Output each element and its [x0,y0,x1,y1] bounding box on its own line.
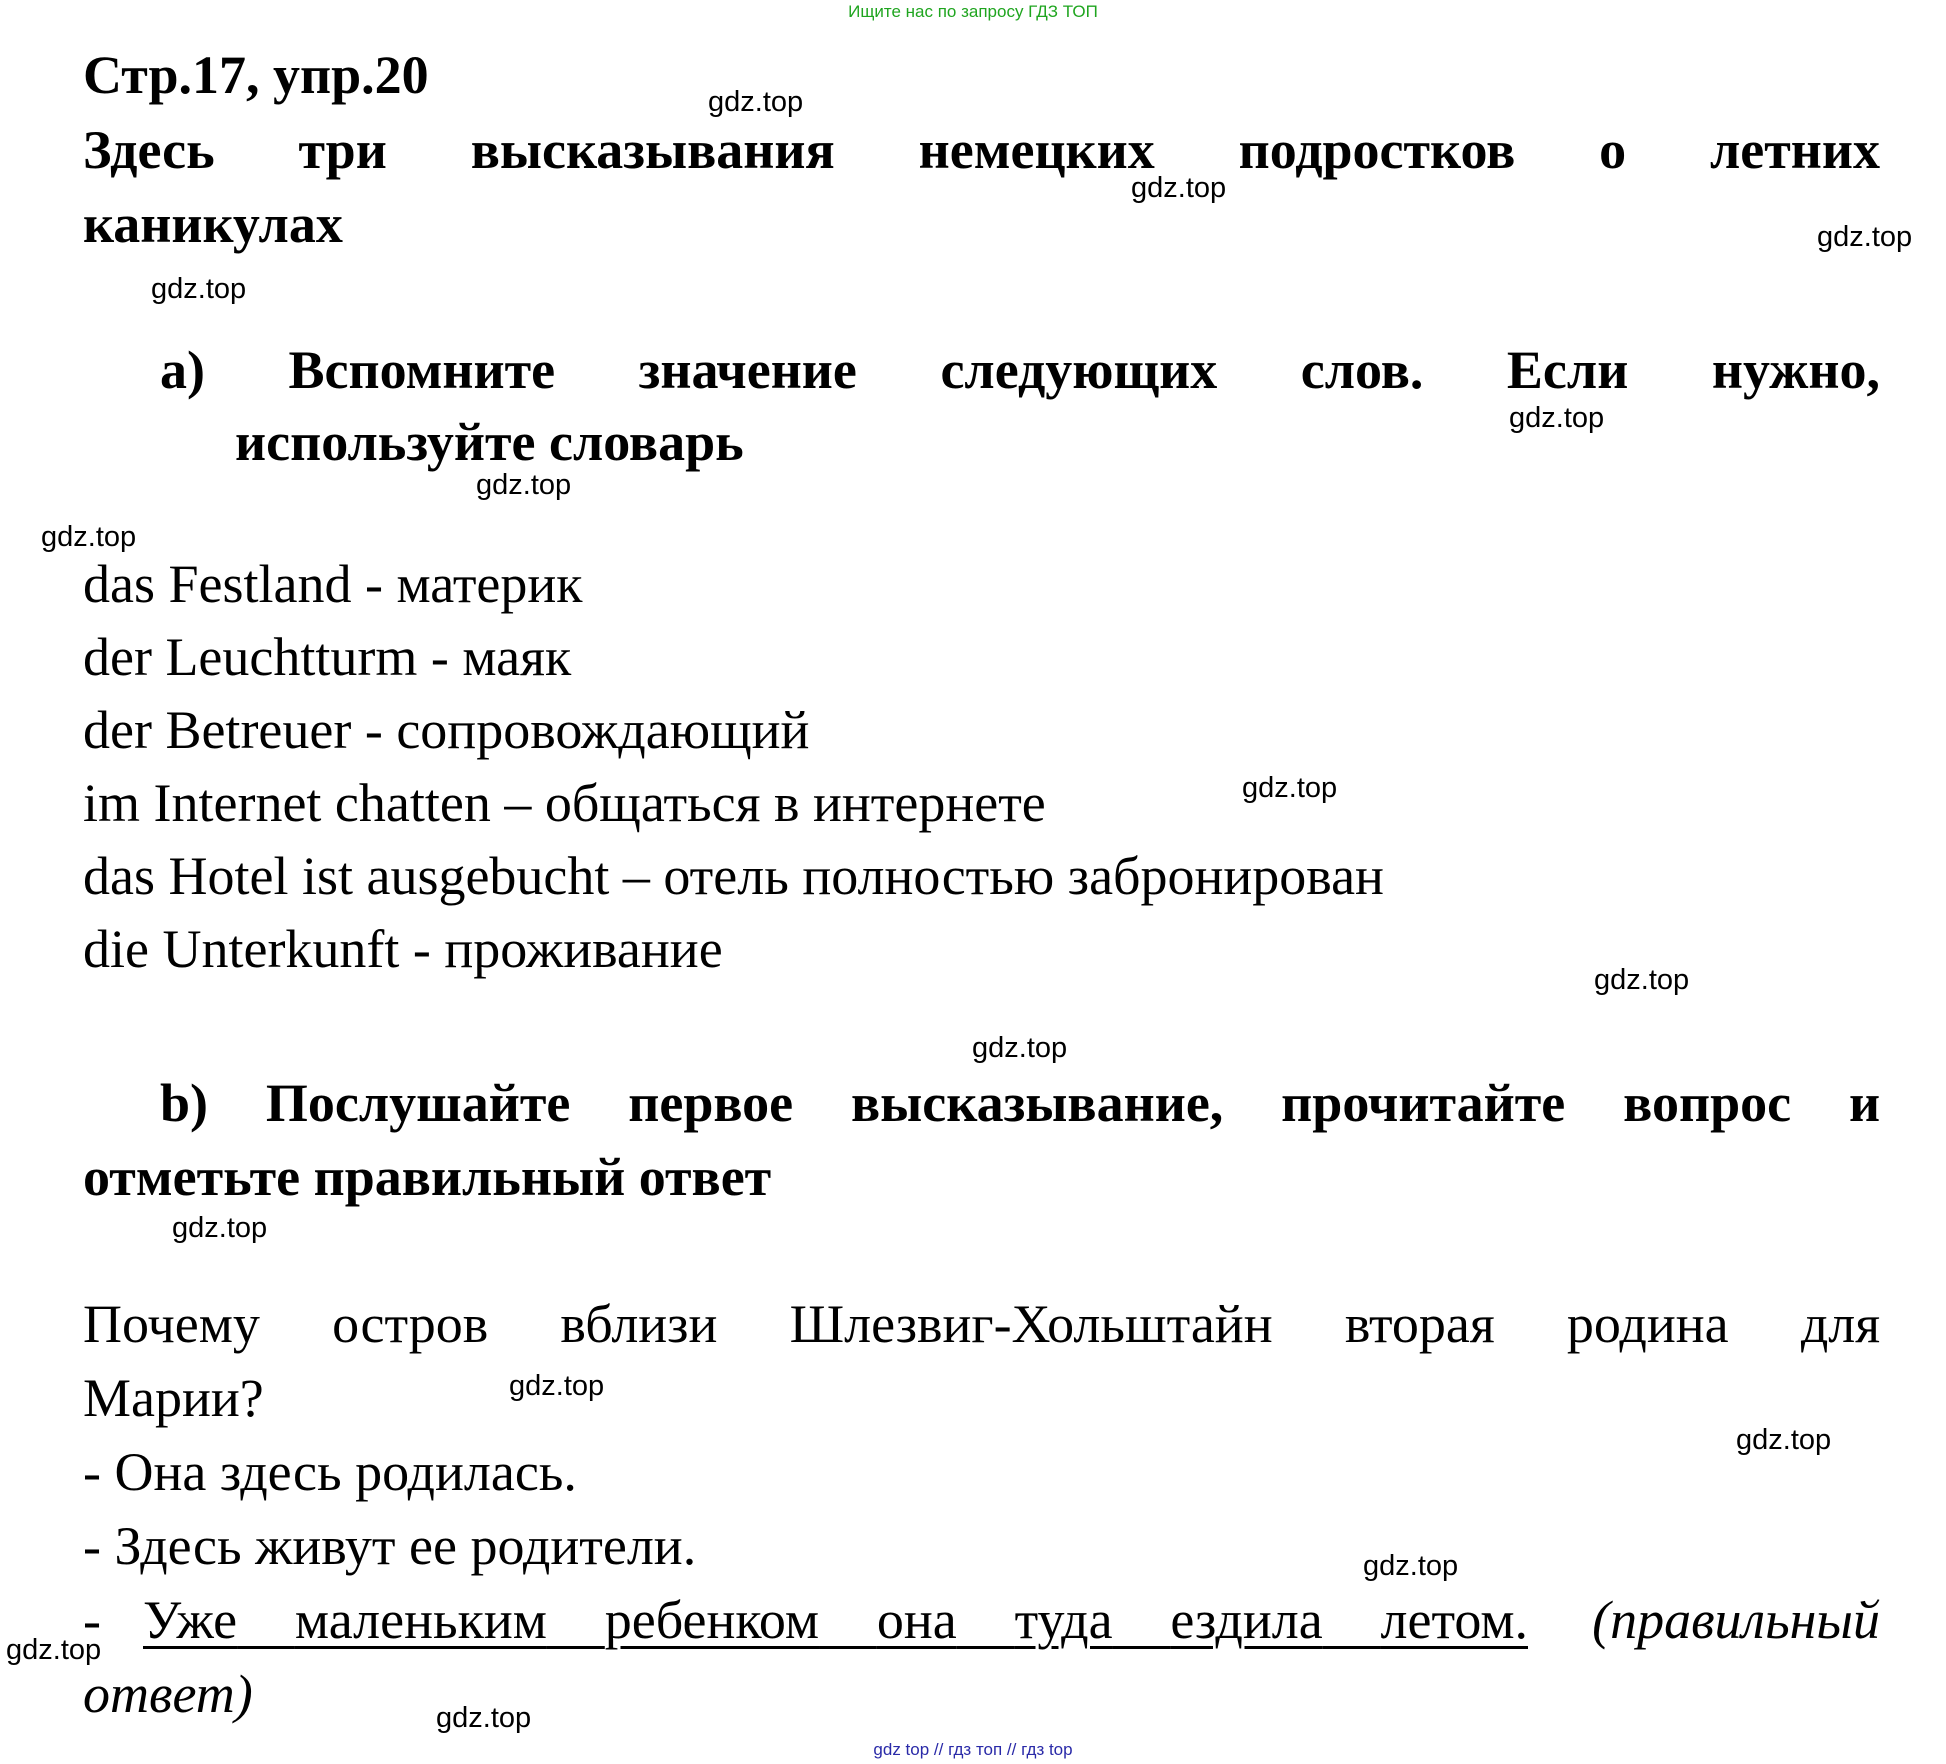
task-b-word: и [1848,1073,1881,1133]
question-word: Шлезвиг-Хольштайн [789,1294,1273,1354]
intro-word: Здесь [83,120,215,180]
watermark: gdz.top [41,521,137,553]
answer-word: ездила [1170,1590,1323,1650]
watermark: gdz.top [6,1634,102,1666]
watermark: gdz.top [151,273,247,305]
answer-word: она [876,1590,957,1650]
vocabulary-item: im Internet chatten – общаться в интернете [83,773,1046,833]
watermark: gdz.top [1736,1424,1832,1456]
answer-word: летом. [1380,1590,1528,1650]
answer-word: туда [1014,1590,1113,1650]
answer-word: Уже [143,1590,238,1650]
vocabulary-item: das Hotel ist ausgebucht – отель полностью забронирован [83,846,1384,906]
watermark: gdz.top [1363,1550,1459,1582]
intro-word: о [1599,120,1627,180]
intro-line-2: каникулах [83,194,343,254]
task-a-word: слов. [1300,340,1424,400]
task-a-word: следующих [940,340,1218,400]
watermark: gdz.top [1817,221,1913,253]
task-b-word: первое [628,1073,794,1133]
question-word: вблизи [560,1294,718,1354]
task-b-word: b) [160,1073,209,1133]
task-b-line-2: отметьте правильный ответ [83,1147,772,1207]
answer-option-1: - Она здесь родилась. [83,1442,577,1502]
question-word: Почему [83,1294,260,1354]
task-a-word: Вспомните [288,340,556,400]
question-word: родина [1566,1294,1729,1354]
question-line-2: Марии? [83,1368,264,1428]
watermark: gdz.top [476,469,572,501]
vocabulary-item: das Festland - материк [83,554,583,614]
question-word: для [1800,1294,1881,1354]
vocabulary-item: die Unterkunft - проживание [83,919,723,979]
intro-word: высказывания [470,120,835,180]
vocabulary-item: der Betreuer - сопровождающий [83,700,810,760]
header-search-hint[interactable]: Ищите нас по запросу ГДЗ ТОП [848,2,1098,21]
answer-word: маленьким [294,1590,547,1650]
task-b-line-1 [160,1066,1880,1140]
correct-answer-note: (правильный [1592,1590,1880,1650]
task-b-word: Послушайте [265,1073,571,1133]
task-b-word: прочитайте [1281,1073,1566,1133]
task-a-line-1 [160,333,1880,407]
watermark: gdz.top [436,1702,532,1734]
watermark: gdz.top [708,86,804,118]
task-a-word: значение [638,340,857,400]
correct-answer-note-cont: ответ) [83,1664,253,1724]
answer-option-3-correct [143,1584,1528,1657]
task-a-word: а) [160,340,205,400]
watermark: gdz.top [1131,172,1227,204]
watermark: gdz.top [1242,772,1338,804]
intro-word: немецких [918,120,1155,180]
answer-option-2: - Здесь живут ее родители. [83,1516,697,1576]
vocabulary-item: der Leuchtturm - маяк [83,627,572,687]
intro-line-1 [83,113,1880,187]
question-word: остров [332,1294,489,1354]
vocabulary-list [83,548,1384,986]
answer-word: ребенком [604,1590,820,1650]
question-word: вторая [1344,1294,1495,1354]
watermark: gdz.top [509,1370,605,1402]
footer-links[interactable]: gdz top // гдз топ // гдз top [873,1740,1073,1759]
watermark: gdz.top [1509,402,1605,434]
watermark: gdz.top [172,1212,268,1244]
page-title: Стр.17, упр.20 [83,45,429,105]
task-b-word: высказывание, [850,1073,1224,1133]
task-a-word: нужно, [1711,340,1881,400]
task-a-line-2: используйте словарь [235,412,744,472]
watermark: gdz.top [1594,964,1690,996]
question-line-1 [83,1288,1880,1361]
intro-word: подростков [1238,120,1516,180]
intro-word: три [298,120,387,180]
intro-word: летних [1709,120,1880,180]
watermark: gdz.top [972,1032,1068,1064]
task-a-word: Если [1506,340,1629,400]
task-b-word: вопрос [1623,1073,1792,1133]
answer-option-3-dash: - [83,1590,101,1650]
